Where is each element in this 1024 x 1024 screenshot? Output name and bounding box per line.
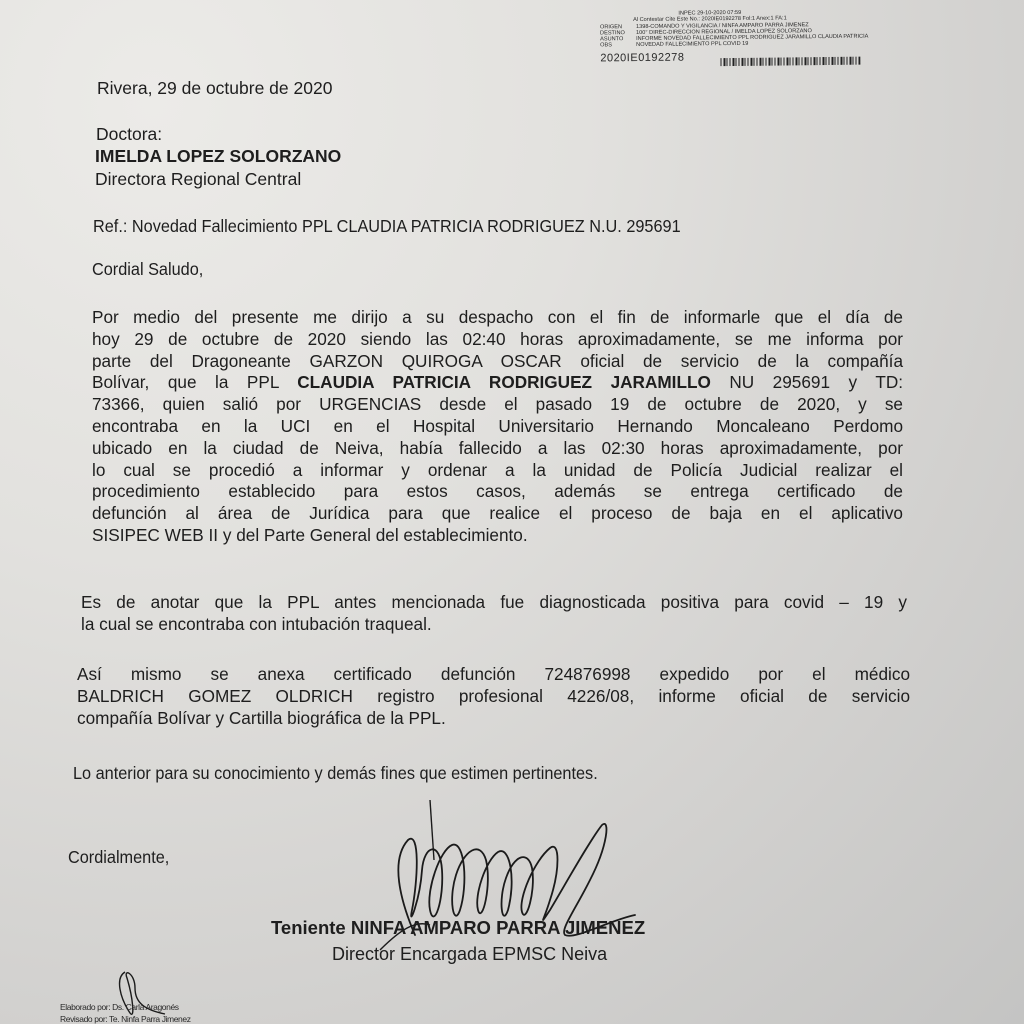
body-paragraph-1: Por medio del presente me dirijo a su despacho con el fin de informarle que el día de hoy 29 de octubre de 2020 siendo las 02:40 horas aproximadamente, se me informa por parte del Dragoneante GARZON QUIROGA OSCAR oficial de servicio de la compañía Bolívar, que la PPL CLAUDIA PATRICIA RODRIGUEZ JARAMILLO NU 295691 y TD: 73366, quien salió por URGENCIAS desde el pasado 19 de octubre de 2020, y se encontraba en la UCI en el Hospital Universitario Hernando Moncaleano Perdomo ubicado en la ciudad de Neiva, había fallecido a las 02:30 horas aproximadamente, por lo cual se procedió a informar y ordenar a la unidad de Policía Judicial realizar el procedimiento establecido para estos casos, además se entrega certificado de defunción al área de Jurídica para que realice el proceso de baja en el aplicativo SISIPEC WEB II y del Parte General del establecimiento.	[92, 307, 904, 545]
stamp-row: OBS NOVEDAD FALLECIMIENTO PPL COVID 19	[600, 41, 749, 49]
prepared-by: Elaborado por: Ds. Carla Aragonés	[60, 1002, 179, 1012]
filing-stamp	[599, 9, 869, 65]
closing-sentence: Lo anterior para su conocimiento y demás fines que estimen pertinentes.	[73, 763, 598, 783]
stamp-row: DESTINO 100° DIREC-DIRECCION REGIONAL / IMELDA LOPEZ SOLORZANO	[600, 28, 812, 37]
filing-number: 2020IE0192278	[600, 51, 685, 65]
recipient-title: Doctora:	[96, 124, 163, 144]
stamp-header: INPEC 29-10-2020 07:59	[678, 9, 742, 17]
stamp-row: ORIGEN 1398-COMANDO Y VIGILANCIA / NINFA AMPARO PARRA JIMENEZ	[599, 21, 809, 30]
closing: Cordialmente,	[68, 847, 170, 867]
recipient-position: Directora Regional Central	[95, 169, 302, 189]
stamp-cite: Al Contestar Cite Este No.: 2020IE0192278 Fol:1 Anex:1 FA:1	[633, 15, 787, 24]
barcode-icon	[720, 57, 860, 66]
line-with-ppl-name: Bolívar, que la PPL CLAUDIA PATRICIA RODRIGUEZ JARAMILLO NU 295691 y TD:	[92, 372, 904, 393]
signer-name: Teniente NINFA AMPARO PARRA JIMENEZ	[271, 917, 646, 938]
recipient-name: IMELDA LOPEZ SOLORZANO	[95, 146, 342, 166]
body-paragraph-3: Así mismo se anexa certificado defunción 724876998 expedido por el médico BALDRICH GOMEZ OLDRICH registro profesional 4226/08, informe oficial de servicio compañía Bolívar y Cartilla biográfica de la PPL.	[77, 664, 910, 728]
place-date: Rivera, 29 de octubre de 2020	[97, 78, 333, 98]
ppl-name: CLAUDIA PATRICIA RODRIGUEZ JARAMILLO	[297, 372, 711, 393]
stamp-row: ASUNTO INFORME NOVEDAD FALLECIMIENTO PPL RODRIGUEZ JARAMILLO CLAUDIA PATRICIA	[600, 33, 869, 43]
body-paragraph-2: Es de anotar que la PPL antes mencionada fue diagnosticada positiva para covid – 19 y la cual se encontraba con intubación traqueal.	[81, 592, 907, 634]
reviewed-by: Revisado por: Te. Ninfa Parra Jimenez	[60, 1014, 191, 1024]
greeting: Cordial Saludo,	[92, 259, 204, 279]
signer-position: Director Encargada EPMSC Neiva	[332, 944, 608, 964]
reference-line: Ref.: Novedad Fallecimiento PPL CLAUDIA PATRICIA RODRIGUEZ N.U. 295691	[93, 216, 681, 236]
